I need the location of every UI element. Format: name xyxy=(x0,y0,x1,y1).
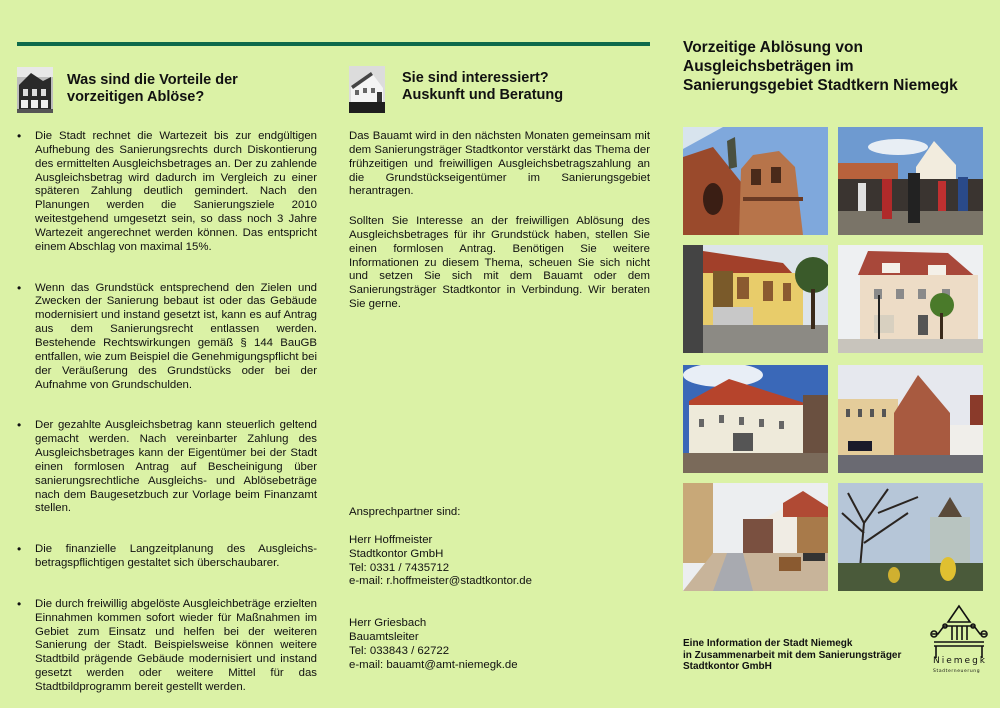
footer-info xyxy=(683,638,901,673)
house-photo-icon xyxy=(17,67,53,113)
list-item: • Die durch freiwillig abgelöste Ausgleichbeträge erzielten Einnahmen kommen sofort wieder für Maßnahmen im Gebiet zum Einsatz und helfen bei der weiteren Sanierung der Stadt. Beispielsweise können weitere Stadtbild prägende Gebäude modernisiert und instand gesetzt werden oder weitere Mittel für das Stadtbildprogramm bereit gestellt werden. xyxy=(17,598,317,695)
building-photo-icon xyxy=(349,66,385,113)
middle-heading-line2: Auskunft und Beratung xyxy=(402,87,564,103)
contacts-block xyxy=(349,506,609,673)
street-view-photo xyxy=(683,483,828,591)
footer-line1: Eine Information der Stadt Niemegk xyxy=(683,638,853,649)
middle-heading xyxy=(402,70,563,104)
list-item: • Die Stadt rechnet die Wartezeit bis zur endgültigen Aufhebung des Sanierungsrechts durch Diskontierung des ermittelten Ausgleichsbetrages an. Der zu zahlende Ausgleichsbetrag wird dadurch im Vergleich zu einer späteren Zahlung deutlich gemindert. Nach den Planungen werden die Sanierungsziele 2010 weitestgehend umgesetzt sein, so dass noch 3 Jahre Wartezeit angerechnet werden können. Das entspricht einem Abschlag von maximal 15%. xyxy=(17,130,317,255)
accent-bar xyxy=(17,42,650,46)
contact-name: Herr Hoffmeister xyxy=(349,533,433,546)
title-line1: Vorzeitige Ablösung von xyxy=(683,39,863,56)
contact-email[interactable]: e-mail: bauamt@amt-niemegk.de xyxy=(349,658,518,671)
middle-heading-line1: Sie sind interessiert? xyxy=(402,70,549,86)
church-tower-photo xyxy=(683,127,828,235)
tree-tower-photo xyxy=(838,483,983,591)
advantages-list xyxy=(17,130,317,695)
contact-email[interactable]: e-mail: r.hoffmeister@stadtkontor.de xyxy=(349,575,532,588)
corner-house-photo xyxy=(838,245,983,353)
yellow-building-photo xyxy=(683,245,828,353)
list-item: • Der gezahlte Ausgleichsbetrag kann steuerlich geltend gemacht werden. Nach vereinbarter Zahlung des Ausgleichsbetrages kann der Eigentümer bei der Stadt einen formlosen Antrag auf Bescheinigung über sanierungsrechtliche Ausgleichs- und Ablösebeträge nach dem Baugesetzbuch zur Vorlage beim Finanzamt stellen. xyxy=(17,419,317,516)
contact-phone: Tel: 033843 / 62722 xyxy=(349,644,450,657)
niemegk-logo xyxy=(928,604,990,684)
left-heading xyxy=(67,72,238,106)
list-item: • Wenn das Grundstück entsprechend den Zielen und Zwecken der Sanierung bebaut ist oder das Gebäude modernisiert und instand gesetzt ist, kann es auf Antrag aus dem Sanierungsrecht entlassen werden. Bestehende Rechtswirkungen gemäß § 144 BauGB entfallen, wie zum Beispiel die Genehmigungspflicht bei der Veräußerung des Grundstücks oder bei der Aufnahme von Grundschulden. xyxy=(17,282,317,393)
contact-phone: Tel: 0331 / 7435712 xyxy=(349,561,450,574)
title-line2: Ausgleichsbeträgen im xyxy=(683,58,854,75)
contact-role: Bauamtsleiter xyxy=(349,631,419,644)
intro-paragraph: Das Bauamt wird in den nächsten Monaten gemeinsam mit dem Sanierungsträger Stadtkontor verstärkt das Thema der frühzeitigen und freiwilligen Ausgleichsbetragszahlung an die Grundstückseigentümer im Sanierungsgebiet herantragen. xyxy=(349,130,650,198)
brick-ruin-photo xyxy=(838,365,983,473)
contacts-label: Ansprechpartner sind: xyxy=(349,506,461,518)
left-heading-line2: vorzeitigen Ablöse? xyxy=(67,89,205,105)
town-festival-photo xyxy=(838,127,983,235)
logo-subtext: Stadterneuerung xyxy=(933,669,981,674)
footer-line3: Stadtkontor GmbH xyxy=(683,661,772,672)
footer-line2: in Zusammenarbeit mit dem Sanierungsträger xyxy=(683,649,902,661)
title-line3: Sanierungsgebiet Stadtkern Niemegk xyxy=(683,77,958,94)
logo-text: Niemegk xyxy=(933,656,987,666)
page-title xyxy=(683,38,993,95)
contact-name: Herr Griesbach xyxy=(349,617,427,630)
white-house-photo xyxy=(683,365,828,473)
list-item: • Die finanzielle Langzeitplanung des Ausgleichsbetragspflichtigen gestaltet sich überschaubarer. xyxy=(17,543,317,571)
contact-role: Stadtkontor GmbH xyxy=(349,547,444,560)
interest-paragraph: Sollten Sie Interesse an der freiwilligen Ablösung des Ausgleichsbetrages für ihr Grundstück haben, stellen Sie einen formlosen Antrag. Benötigen Sie weitere Informationen zu diesem Thema, scheuen Sie sich nicht und setzen Sie sich mit dem Bauamt oder dem Sanierungsträger Stadtkontor in Verbindung. Wir beraten Sie gerne. xyxy=(349,215,650,311)
left-heading-line1: Was sind die Vorteile der xyxy=(67,72,238,88)
